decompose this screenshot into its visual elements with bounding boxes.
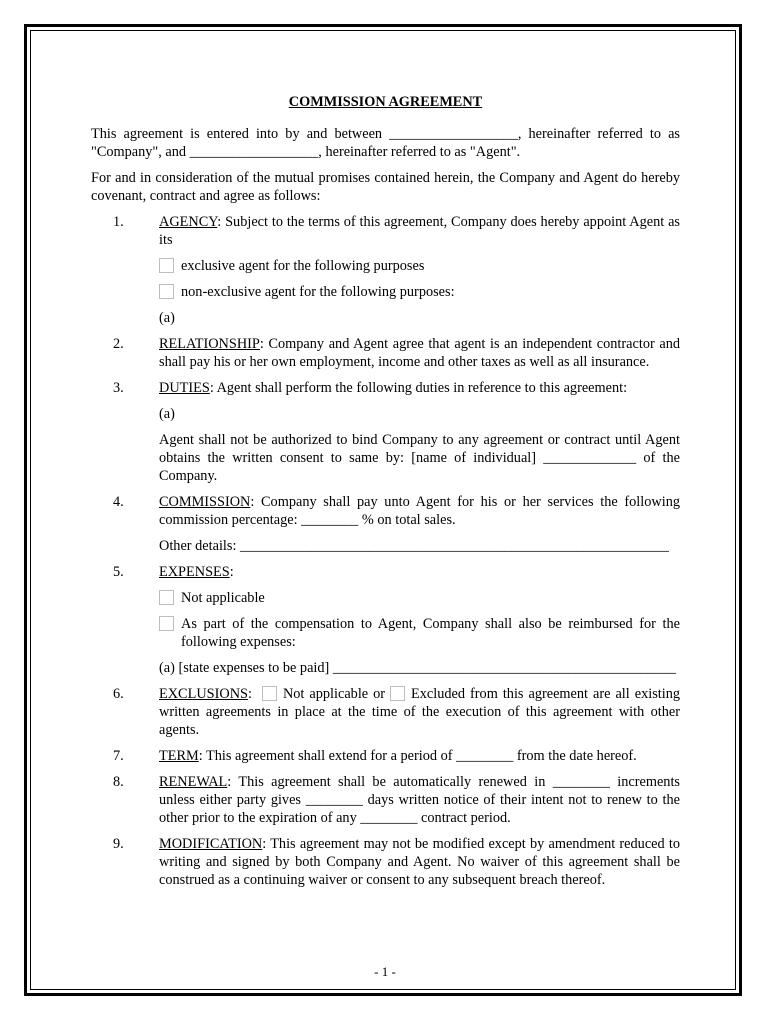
section-label: COMMISSION	[159, 494, 251, 510]
section-modification	[91, 835, 680, 889]
expenses-na-checkbox[interactable]	[159, 590, 174, 605]
commission-other-details: Other details: ____________________________________________________________	[159, 538, 669, 554]
duties-item-a: (a)	[159, 406, 175, 422]
section-text: AGENCY: Subject to the terms of this agreement, Company does hereby appoint Agent as its	[159, 214, 680, 248]
expenses-item-a: (a) [state expenses to be paid] ________________________________________________	[159, 660, 676, 676]
section-expenses	[91, 563, 680, 677]
section-text: RELATIONSHIP: Company and Agent agree that agent is an independent contractor and shall pay his or her own employment, income and other taxes as well as all insurance.	[159, 336, 680, 370]
section-label: EXCLUSIONS	[159, 686, 248, 702]
section-term	[91, 747, 680, 765]
section-label: DUTIES	[159, 380, 210, 396]
section-number: 9.	[113, 836, 124, 852]
expenses-reimbursed-checkbox[interactable]	[159, 616, 174, 631]
section-number: 3.	[113, 380, 124, 396]
section-label: MODIFICATION	[159, 836, 263, 852]
section-number: 5.	[113, 564, 124, 580]
section-text: EXCLUSIONS: Not applicable or Excluded from this agreement are all existing written agreements in place at the time of the execution of this agreement with other agents.	[159, 686, 680, 738]
duties-authorization: Agent shall not be authorized to bind Company to any agreement or contract until Agent obtains the written consent to same by: [name of individual] _____________ of the Company.	[159, 432, 680, 484]
nonexclusive-checkbox[interactable]	[159, 284, 174, 299]
section-commission	[91, 493, 680, 555]
exclusions-na-checkbox[interactable]	[262, 686, 277, 701]
exclusions-excluded-checkbox[interactable]	[390, 686, 405, 701]
section-agency	[91, 213, 680, 327]
section-label: AGENCY	[159, 214, 218, 230]
section-text: MODIFICATION: This agreement may not be modified except by amendment reduced to writing and signed by both Company and Agent. No waiver of this agreement shall be construed as a continuing waiver or consent to any subsequent breach thereof.	[159, 836, 680, 888]
section-text: COMMISSION: Company shall pay unto Agent for his or her services the following commission percentage: ________ % on total sales.	[159, 494, 680, 528]
section-number: 7.	[113, 748, 124, 764]
section-text: TERM: This agreement shall extend for a period of ________ from the date hereof.	[159, 748, 637, 764]
section-label: EXPENSES	[159, 564, 230, 580]
document-title: COMMISSION AGREEMENT	[288, 94, 483, 110]
section-number: 6.	[113, 686, 124, 702]
agency-option-nonexclusive: non-exclusive agent for the following purposes:	[159, 283, 680, 301]
section-number: 2.	[113, 336, 124, 352]
expenses-option-reimbursed: As part of the compensation to Agent, Company shall also be reimbursed for the following expenses:	[159, 615, 680, 651]
agency-option-exclusive: exclusive agent for the following purposes	[159, 257, 680, 275]
exclusive-checkbox[interactable]	[159, 258, 174, 273]
intro-paragraph-1: This agreement is entered into by and between __________________, hereinafter referred to as "Company", and __________________, hereinafter referred to as "Agent".	[91, 126, 680, 160]
section-number: 1.	[113, 214, 124, 230]
section-text: DUTIES: Agent shall perform the following duties in reference to this agreement:	[159, 380, 628, 396]
page-number: - 1 -	[374, 964, 396, 979]
section-label: RENEWAL	[159, 774, 228, 790]
section-label: RELATIONSHIP	[159, 336, 260, 352]
agency-item-a: (a)	[159, 310, 175, 326]
section-duties	[91, 379, 680, 485]
section-number: 8.	[113, 774, 124, 790]
document-body	[91, 93, 680, 897]
expenses-option-na: Not applicable	[159, 589, 680, 607]
section-text: EXPENSES:	[159, 564, 234, 580]
section-exclusions	[91, 685, 680, 739]
section-number: 4.	[113, 494, 124, 510]
section-renewal	[91, 773, 680, 827]
section-text: RENEWAL: This agreement shall be automatically renewed in ________ increments unless either party gives ________ days written notice of their intent not to renew to the other prior to the expiration of any ________ contract period.	[159, 774, 680, 826]
section-label: TERM	[159, 748, 199, 764]
intro-paragraph-2: For and in consideration of the mutual promises contained herein, the Company and Agent do hereby covenant, contract and agree as follows:	[91, 170, 680, 204]
section-relationship	[91, 335, 680, 371]
